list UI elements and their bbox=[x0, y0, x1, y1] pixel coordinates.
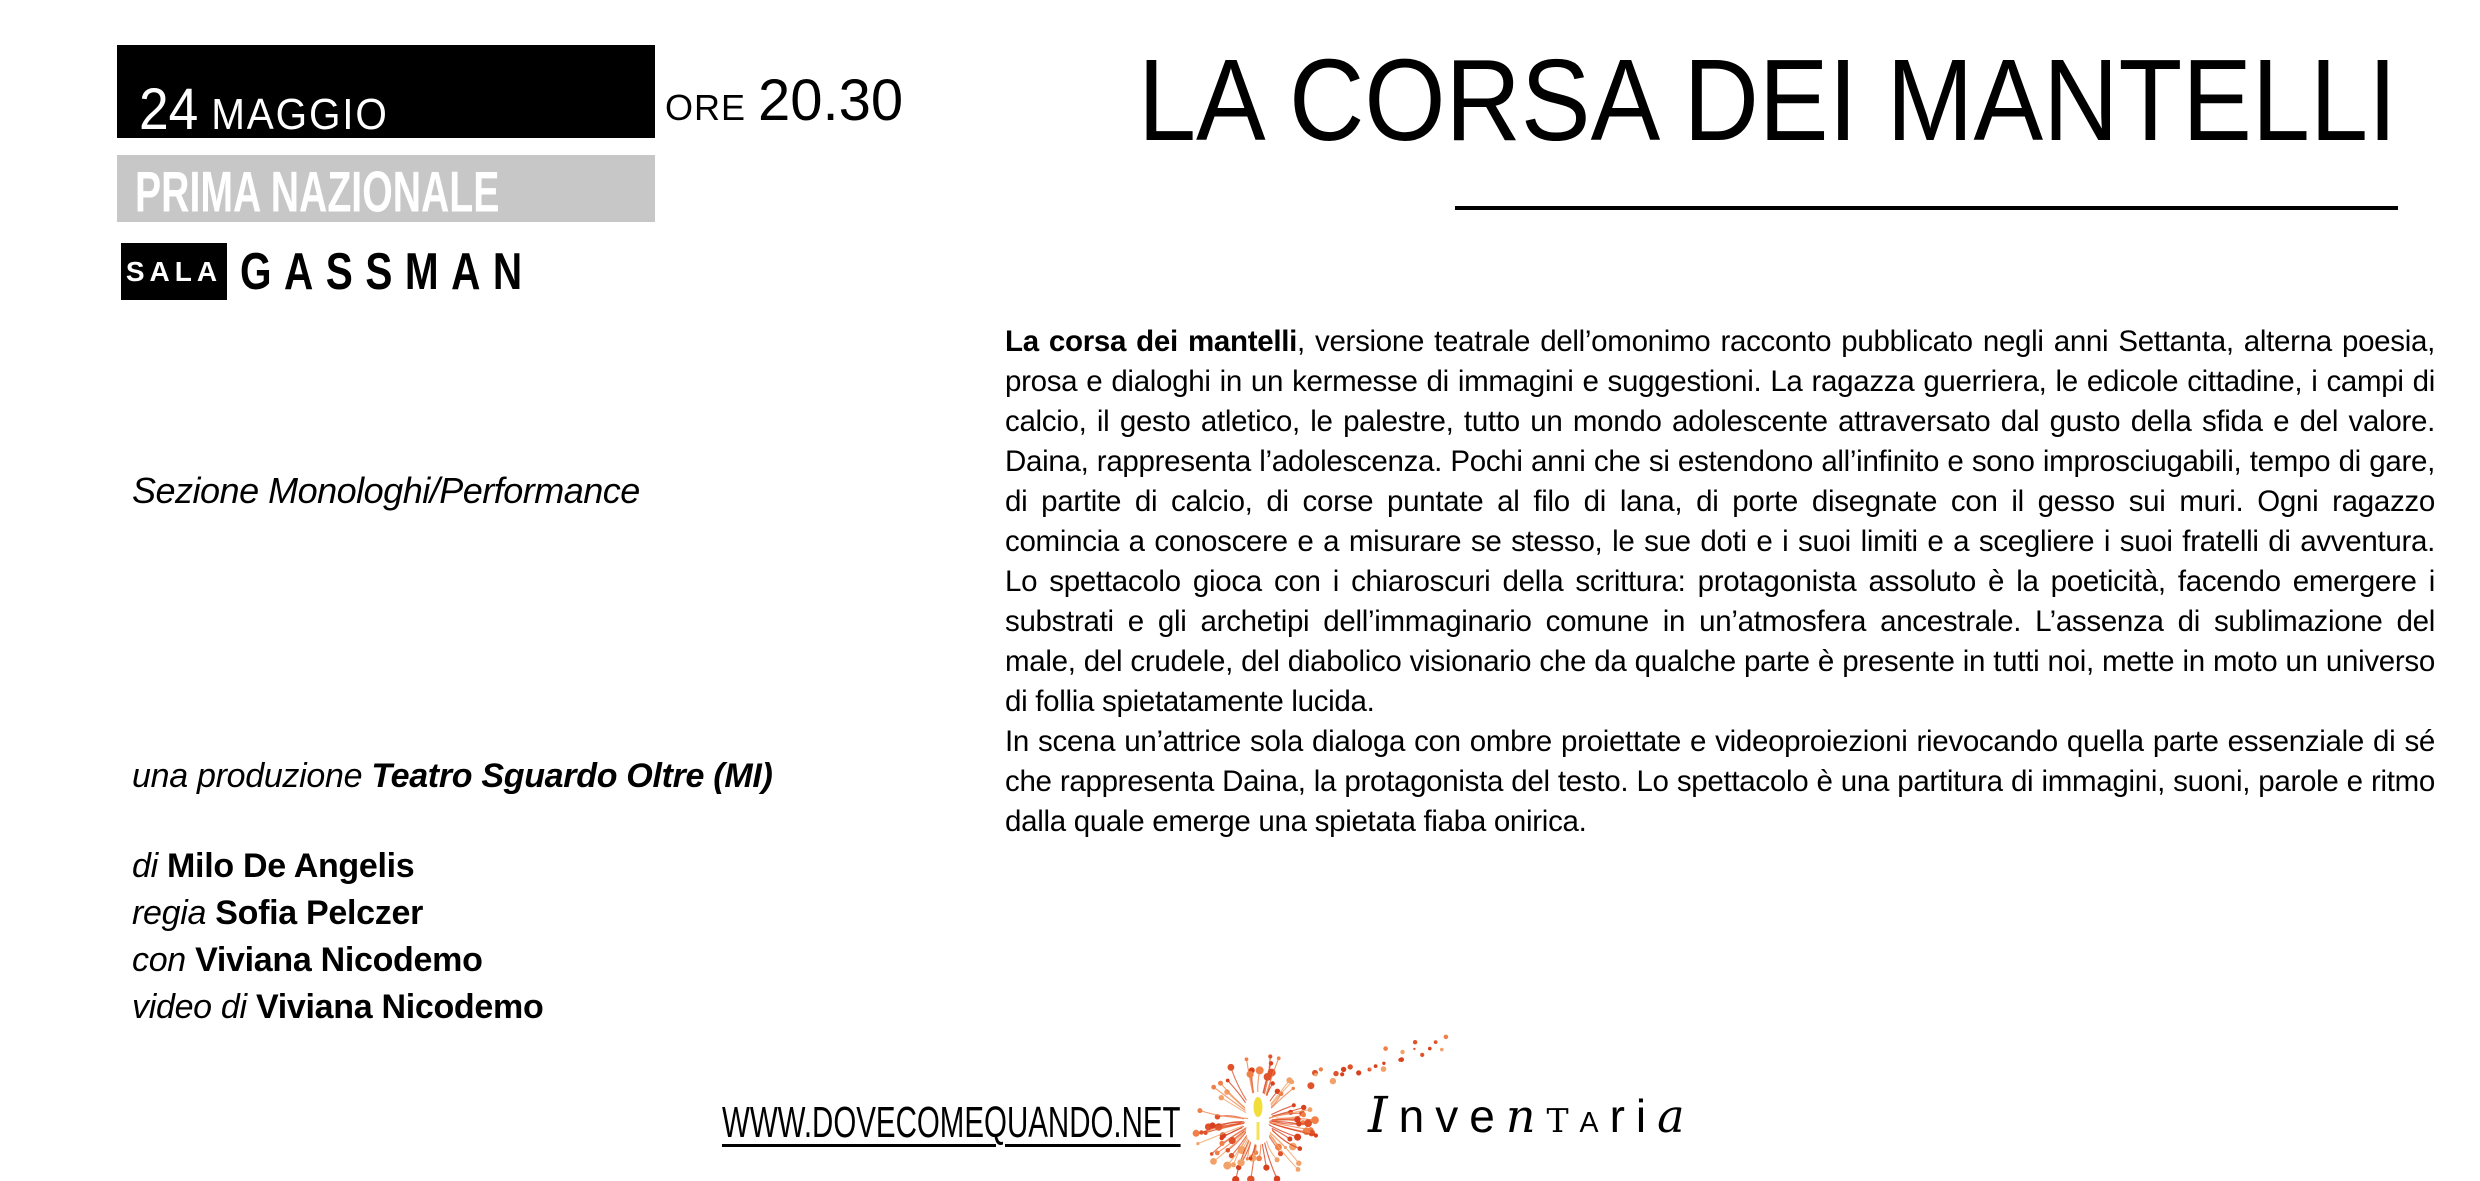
date-bar bbox=[117, 45, 655, 142]
venue-name: GASSMAN bbox=[240, 242, 535, 301]
title-divider bbox=[1455, 206, 2398, 210]
logo-brand-letter: e bbox=[1469, 1090, 1495, 1142]
credit-row bbox=[132, 984, 543, 1031]
premiere-bar bbox=[117, 155, 655, 222]
date-day: 24 bbox=[139, 77, 199, 142]
credit-label: regia bbox=[132, 894, 207, 932]
premiere-label: PRIMA NAZIONALE bbox=[135, 159, 500, 222]
logo-brand bbox=[1368, 1086, 1696, 1144]
credit-name: Viviana Nicodemo bbox=[255, 988, 544, 1026]
logo-brand-letter: v bbox=[1435, 1090, 1459, 1142]
credit-name: Sofia Pelczer bbox=[215, 894, 424, 932]
credit-row bbox=[132, 937, 543, 984]
logo-brand-letter: T bbox=[1546, 1101, 1569, 1140]
website-link[interactable]: WWW.DOVECOMEQUANDO.NET bbox=[722, 1098, 1181, 1147]
production-line bbox=[132, 757, 773, 796]
description-lead: La corsa dei mantelli bbox=[1005, 325, 1298, 358]
credit-label: di bbox=[132, 847, 158, 885]
logo-brand-letter: I bbox=[1368, 1086, 1388, 1144]
credit-label: con bbox=[132, 941, 186, 979]
production-company: Teatro Sguardo Oltre (MI) bbox=[371, 757, 773, 795]
page-title: LA CORSA DEI MANTELLI bbox=[1138, 35, 2398, 165]
logo-brand-letter: i bbox=[1635, 1090, 1647, 1142]
credit-name: Milo De Angelis bbox=[167, 847, 415, 885]
credits-block bbox=[132, 843, 543, 1031]
logo-brand-letter: r bbox=[1609, 1090, 1625, 1142]
description-paragraph: La corsa dei mantelli, versione teatrale dell’omonimo racconto pubblicato negli anni Settanta, alterna poesia, prosa e dialoghi in un kermesse di immagini e suggestioni. La ragazza guerriera, le edicole cittadine, i campi di calcio, il gesto atletico, le palestre, tutto un mondo adolescente attraversato dal gusto della sfida e del valore. Daina, rappresenta l’adolescenza. Pochi anni che si estendono all’infinito e sono improsciugabili, tempo di gare, di partite di calcio, di corse puntate al filo di lana, di porte disegnate con il gesso sui muri. Ogni ragazzo comincia a conoscere e a misurare se stesso, le sue doti e i suoi limiti e a scegliere i suoi fratelli di avventura. Lo spettacolo gioca con i chiaroscuri della scrittura: protagonista assoluto è la poeticità, facendo emergere i substrati e gli archetipi dell’immaginario comune in un’atmosfera ancestrale. L’assenza di sublimazione del male, del crudele, del diabolico visionario che da qualche parte è presente in tutti noi, mette in moto un universo di follia spietatamente lucida. bbox=[1005, 325, 2435, 718]
logo-brand-letter: A bbox=[1579, 1107, 1599, 1139]
credit-row bbox=[132, 890, 543, 937]
venue-label-badge: SALA bbox=[121, 243, 227, 300]
section-label: Sezione Monologhi/Performance bbox=[132, 470, 640, 511]
logo-brand-letter: n bbox=[1505, 1089, 1536, 1143]
time-label: ORE bbox=[665, 87, 747, 128]
logo-brand-letter: n bbox=[1398, 1090, 1425, 1142]
production-label: una produzione bbox=[132, 757, 363, 795]
logo-brand-letter: a bbox=[1657, 1089, 1685, 1143]
credit-name: Viviana Nicodemo bbox=[195, 941, 483, 979]
show-description bbox=[1005, 322, 2435, 842]
time-value: 20.30 bbox=[758, 68, 904, 133]
credit-label: video di bbox=[132, 988, 247, 1026]
description-paragraph: In scena un’attrice sola dialoga con ombre proiettate e videoproiezioni rievocando quella parte essenziale di sé che rappresenta Daina, la protagonista del testo. Lo spettacolo è una partitura di immagini, suoni, parole e ritmo dalla quale emerge una spietata fiaba onirica. bbox=[1005, 725, 2435, 838]
date-month: MAGGIO bbox=[211, 90, 389, 139]
time bbox=[665, 45, 903, 138]
credit-row bbox=[132, 843, 543, 890]
